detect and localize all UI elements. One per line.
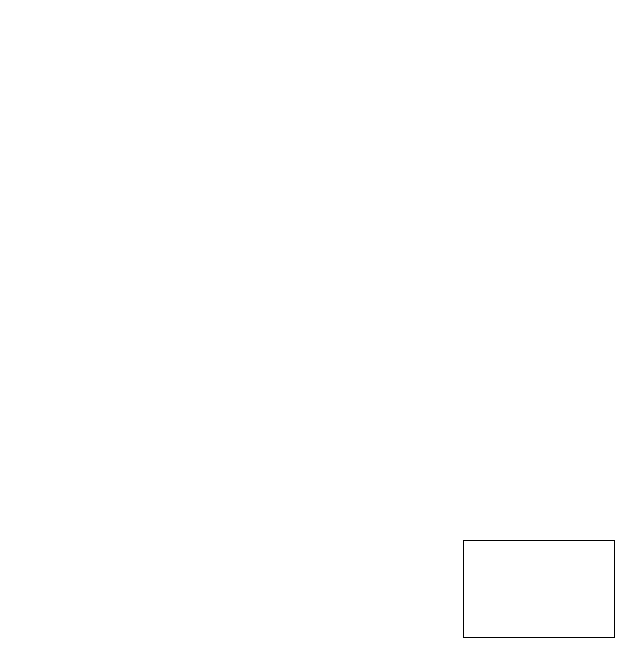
chart-legend bbox=[463, 540, 615, 638]
